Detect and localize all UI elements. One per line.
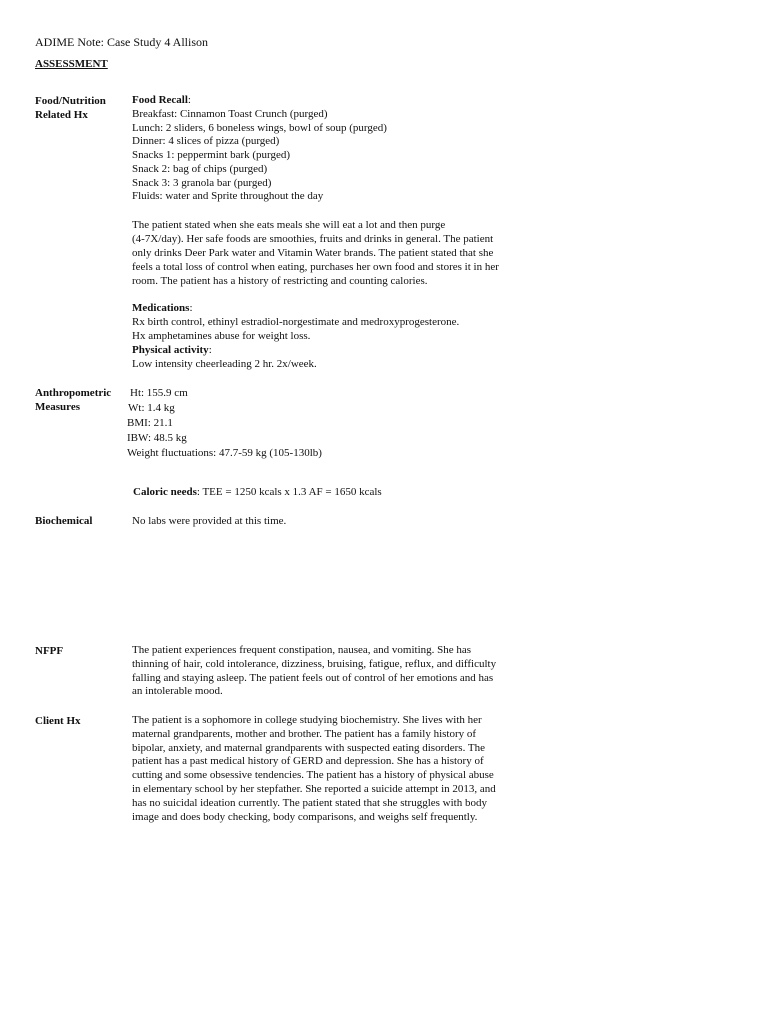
food-recall-item: Snack 3: 3 granola bar (purged) <box>132 176 272 189</box>
anthropometric-label <box>35 386 111 414</box>
eating-behavior-line: The patient stated when she eats meals she will eat a lot and then purge <box>132 219 446 231</box>
client-hx-line: bipolar, anxiety, and maternal grandparents with suspected eating disorders. The <box>132 741 485 754</box>
physical-activity-heading-colon: : <box>208 343 212 356</box>
physical-activity-text: Low intensity cheerleading 2 hr. 2x/week. <box>132 357 317 370</box>
client-hx-line: image and does body checking, body comparisons, and weighs self frequently. <box>132 810 478 823</box>
food-recall-heading-text: Food Recall <box>132 94 188 106</box>
physical-activity-heading <box>132 344 532 358</box>
medications-heading-text: Medications <box>132 302 190 314</box>
client-hx-label: Client Hx <box>35 715 81 727</box>
caloric-needs-heading: Caloric needs <box>133 486 197 498</box>
food-recall-heading-colon: : <box>187 94 191 106</box>
food-nutrition-label-line2: Related Hx <box>35 109 88 121</box>
nfpf-line: an intolerable mood. <box>132 685 223 698</box>
food-recall-item: Snacks 1: peppermint bark (purged) <box>132 149 291 161</box>
assessment-heading: ASSESSMENT <box>35 58 108 70</box>
anthropometric-measure: IBW: 48.5 kg <box>127 432 187 444</box>
caloric-needs <box>133 485 382 499</box>
medications-block <box>132 302 532 372</box>
eating-behavior-line: feels a total loss of control when eating, purchases her own food and stores it in her <box>132 260 499 273</box>
food-recall-item: Snack 2: bag of chips (purged) <box>132 162 268 175</box>
client-hx-line: The patient is a sophomore in college studying biochemistry. She lives with her <box>132 714 482 726</box>
caloric-needs-text: : TEE = 1250 kcals x 1.3 AF = 1650 kcals <box>196 486 382 498</box>
physical-activity-heading-text: Physical activity <box>132 343 209 356</box>
anthropometric-measure: BMI: 21.1 <box>127 417 173 429</box>
medication-line: Rx birth control, ethinyl estradiol-norgestimate and medroxyprogesterone. <box>132 315 460 328</box>
eating-behavior-line: only drinks Deer Park water and Vitamin Water brands. The patient stated that she <box>132 246 494 259</box>
client-hx-line: patient has a past medical history of GERD and depression. She has a history of <box>132 755 484 768</box>
medications-heading-colon: : <box>189 302 193 314</box>
anthropometric-label-line2: Measures <box>35 401 81 413</box>
medications-heading <box>132 302 532 316</box>
biochemical-text: No labs were provided at this time. <box>132 515 287 527</box>
client-hx-line: in elementary school by her stepfather. She reported a suicide attempt in 2013, and <box>132 782 496 795</box>
medication-line: Hx amphetamines abuse for weight loss. <box>132 329 311 342</box>
client-hx-line: cutting and some obsessive tendencies. The patient has a history of physical abuse <box>132 769 494 782</box>
food-recall-item: Breakfast: Cinnamon Toast Crunch (purged) <box>132 107 328 120</box>
nfpf-line: falling and staying asleep. The patient feels out of control of her emotions and has <box>132 671 494 684</box>
food-recall-item: Dinner: 4 slices of pizza (purged) <box>132 135 280 148</box>
food-recall-item: Fluids: water and Sprite throughout the day <box>132 190 324 203</box>
client-hx-paragraph <box>132 714 532 824</box>
nfpf-line: thinning of hair, cold intolerance, dizziness, bruising, fatigue, reflux, and difficulty <box>132 657 497 670</box>
eating-behavior-line: room. The patient has a history of restricting and counting calories. <box>132 274 428 287</box>
food-nutrition-label-line1: Food/Nutrition <box>35 95 106 107</box>
anthropometric-measure: Weight fluctuations: 47.7-59 kg (105-130lb) <box>127 447 322 459</box>
document-title: ADIME Note: Case Study 4 Allison <box>35 35 208 49</box>
food-recall-block <box>132 94 532 204</box>
client-hx-line: maternal grandparents, mother and brother. The patient has a family history of <box>132 727 477 740</box>
nfpf-line: The patient experiences frequent constipation, nausea, and vomiting. She has <box>132 644 472 656</box>
nfpf-paragraph <box>132 644 532 699</box>
anthropometric-label-line1: Anthropometric <box>35 387 112 399</box>
anthropometric-measure: Ht: 155.9 cm <box>130 387 188 399</box>
food-recall-item: Lunch: 2 sliders, 6 boneless wings, bowl of soup (purged) <box>132 121 387 134</box>
nfpf-label: NFPF <box>35 645 64 657</box>
anthropometric-measure: Wt: 1.4 kg <box>128 402 175 414</box>
biochemical-label: Biochemical <box>35 515 93 527</box>
eating-behavior-paragraph <box>132 219 532 289</box>
eating-behavior-line: (4-7X/day). Her safe foods are smoothies, fruits and drinks in general. The patient <box>132 232 494 245</box>
client-hx-line: has no suicidal ideation currently. The patient stated that she struggles with body <box>132 796 487 809</box>
food-nutrition-label <box>35 94 106 122</box>
food-recall-heading <box>132 94 532 108</box>
